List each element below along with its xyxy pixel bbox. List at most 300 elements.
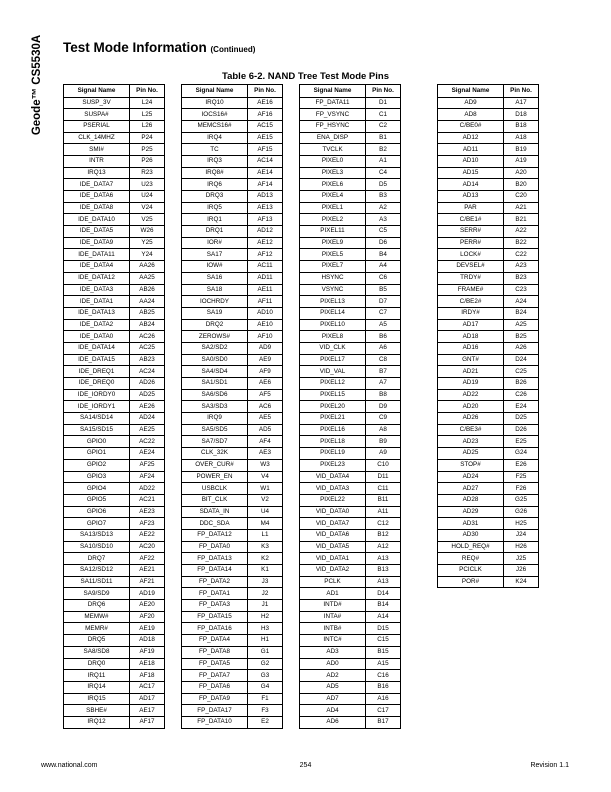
signal-name-cell: SA11/SD11 [64, 576, 130, 588]
pin-number-cell: B1 [366, 132, 401, 144]
signal-name-cell: SA10/SD10 [64, 541, 130, 553]
pin-number-cell: AD9 [248, 342, 283, 354]
pin-number-cell: AE12 [248, 237, 283, 249]
pin-number-cell: A17 [504, 97, 539, 109]
signal-name-cell: ZEROWS# [182, 331, 248, 343]
table-header-row [300, 85, 401, 98]
pin-number-cell: D5 [366, 179, 401, 191]
pin-number-cell: D25 [504, 413, 539, 425]
pin-number-cell: A14 [366, 611, 401, 623]
table-row [300, 576, 401, 588]
pin-number-cell: C11 [366, 483, 401, 495]
pin-number-cell: AB23 [130, 354, 165, 366]
signal-name-cell: AD21 [438, 366, 504, 378]
signal-name-cell: AD23 [438, 436, 504, 448]
pin-table-2 [181, 84, 283, 729]
pin-number-cell: AE21 [130, 565, 165, 577]
table-row [64, 319, 165, 331]
signal-name-cell: IDE_DATA1 [64, 296, 130, 308]
signal-name-cell: PIXEL15 [300, 389, 366, 401]
signal-name-cell: PIXEL19 [300, 448, 366, 460]
signal-name-cell: PAR [438, 202, 504, 214]
pin-number-cell: AE9 [248, 354, 283, 366]
pin-number-cell: G1 [248, 646, 283, 658]
pin-no-header: Pin No. [248, 85, 283, 98]
table-row [64, 611, 165, 623]
table-row [182, 518, 283, 530]
pin-number-cell: B12 [366, 529, 401, 541]
pin-number-cell: E26 [504, 459, 539, 471]
pin-number-cell: A16 [366, 693, 401, 705]
table-row [438, 413, 539, 425]
pin-number-cell: AD13 [248, 191, 283, 203]
signal-name-cell: SA15/SD15 [64, 424, 130, 436]
table-row [438, 576, 539, 588]
signal-name-cell: MEMR# [64, 623, 130, 635]
signal-name-cell: PIXEL10 [300, 319, 366, 331]
pin-number-cell: A19 [504, 155, 539, 167]
signal-name-cell: IDE_DREQ0 [64, 378, 130, 390]
pin-number-cell: B20 [504, 179, 539, 191]
signal-name-cell: SA9/SD9 [64, 588, 130, 600]
pin-number-cell: AF22 [130, 553, 165, 565]
signal-name-cell: AD6 [300, 716, 366, 728]
table-row [300, 436, 401, 448]
signal-name-cell: SA4/SD4 [182, 366, 248, 378]
table-row [182, 284, 283, 296]
pin-number-cell: AF18 [130, 670, 165, 682]
signal-name-cell: SA13/SD13 [64, 529, 130, 541]
table-row [182, 378, 283, 390]
table-row [300, 588, 401, 600]
pin-number-cell: A13 [366, 576, 401, 588]
table-row [182, 716, 283, 728]
pin-number-cell: AE22 [130, 529, 165, 541]
signal-name-cell: OVER_CUR# [182, 459, 248, 471]
table-row [438, 331, 539, 343]
table-row [182, 249, 283, 261]
table-row [438, 120, 539, 132]
signal-name-cell: AD4 [300, 705, 366, 717]
signal-name-cell: IDE_DATA2 [64, 319, 130, 331]
table-row [300, 529, 401, 541]
pin-number-cell: B5 [366, 284, 401, 296]
pin-number-cell: A6 [366, 342, 401, 354]
signal-name-cell: FP_DATA11 [300, 97, 366, 109]
pin-number-cell: AD12 [248, 226, 283, 238]
pin-number-cell: AD17 [130, 693, 165, 705]
signal-name-header: Signal Name [64, 85, 130, 98]
pin-number-cell: J26 [504, 565, 539, 577]
table-row [64, 179, 165, 191]
table-row [438, 109, 539, 121]
pin-number-cell: AC11 [248, 261, 283, 273]
pin-number-cell: AC21 [130, 494, 165, 506]
signal-name-cell: GPIO7 [64, 518, 130, 530]
table-row [300, 424, 401, 436]
signal-name-cell: VID_DATA7 [300, 518, 366, 530]
table-row [438, 483, 539, 495]
table-row [438, 529, 539, 541]
signal-name-cell: CLK_14MHZ [64, 132, 130, 144]
table-row [182, 588, 283, 600]
pin-number-cell: B13 [366, 565, 401, 577]
table-row [182, 342, 283, 354]
signal-name-cell: IDE_DATA9 [64, 237, 130, 249]
pin-number-cell: Y25 [130, 237, 165, 249]
signal-name-cell: USBCLK [182, 483, 248, 495]
table-row [300, 716, 401, 728]
signal-name-cell: IDE_DATA8 [64, 202, 130, 214]
pin-number-cell: W3 [248, 459, 283, 471]
signal-name-cell: IRQ10 [182, 97, 248, 109]
pin-number-cell: AC20 [130, 541, 165, 553]
pin-number-cell: AD10 [248, 307, 283, 319]
pin-number-cell: C16 [366, 670, 401, 682]
signal-name-cell: PIXEL7 [300, 261, 366, 273]
signal-name-cell: SMI# [64, 144, 130, 156]
pin-number-cell: E24 [504, 401, 539, 413]
signal-name-cell: PIXEL0 [300, 155, 366, 167]
pin-number-cell: A5 [366, 319, 401, 331]
table-row [64, 167, 165, 179]
signal-name-cell: IDE_DATA0 [64, 331, 130, 343]
signal-name-cell: PIXEL4 [300, 191, 366, 203]
pin-number-cell: A13 [366, 553, 401, 565]
pin-number-cell: AE5 [248, 413, 283, 425]
pin-number-cell: B3 [366, 191, 401, 203]
signal-name-cell: VID_DATA5 [300, 541, 366, 553]
signal-name-header: Signal Name [182, 85, 248, 98]
table-row [64, 261, 165, 273]
pin-number-cell: E25 [504, 436, 539, 448]
signal-name-cell: VID_DATA0 [300, 506, 366, 518]
signal-name-cell: SA1/SD1 [182, 378, 248, 390]
table-row [300, 202, 401, 214]
signal-name-cell: IRQ13 [64, 167, 130, 179]
table-row [438, 214, 539, 226]
signal-name-cell: SA0/SD0 [182, 354, 248, 366]
table-row [64, 354, 165, 366]
pin-number-cell: AE23 [130, 506, 165, 518]
signal-name-cell: AD7 [300, 693, 366, 705]
pin-number-cell: C23 [504, 284, 539, 296]
signal-name-cell: IOW# [182, 261, 248, 273]
table-row [64, 214, 165, 226]
pin-number-cell: B11 [366, 494, 401, 506]
signal-name-cell: VID_VAL [300, 366, 366, 378]
pin-number-cell: A24 [504, 296, 539, 308]
pin-number-cell: W26 [130, 226, 165, 238]
table-row [300, 459, 401, 471]
signal-name-cell: DRQ6 [64, 600, 130, 612]
signal-name-cell: PIXEL13 [300, 296, 366, 308]
pin-number-cell: V24 [130, 202, 165, 214]
table-row [182, 354, 283, 366]
pin-number-cell: A22 [504, 226, 539, 238]
signal-name-cell: FP_DATA0 [182, 541, 248, 553]
pin-number-cell: B19 [504, 144, 539, 156]
table-row [300, 366, 401, 378]
signal-name-cell: IDE_DATA3 [64, 284, 130, 296]
table-row [182, 389, 283, 401]
pin-number-cell: AC14 [248, 155, 283, 167]
pin-number-cell: AF20 [130, 611, 165, 623]
pin-number-cell: B23 [504, 272, 539, 284]
pin-number-cell: AF24 [130, 471, 165, 483]
pin-number-cell: AD24 [130, 413, 165, 425]
pin-number-cell: AC17 [130, 681, 165, 693]
table-row [300, 331, 401, 343]
table-row [438, 167, 539, 179]
table-row [300, 214, 401, 226]
pin-number-cell: A12 [366, 541, 401, 553]
table-row [300, 506, 401, 518]
pin-number-cell: V4 [248, 471, 283, 483]
signal-name-cell: SERR# [438, 226, 504, 238]
signal-name-cell: SA18 [182, 284, 248, 296]
signal-name-cell: IRQ12 [64, 716, 130, 728]
table-row [438, 342, 539, 354]
signal-name-cell: IRQ8# [182, 167, 248, 179]
signal-name-cell: PIXEL3 [300, 167, 366, 179]
pin-no-header: Pin No. [130, 85, 165, 98]
pin-number-cell: H2 [248, 611, 283, 623]
signal-name-cell: IOR# [182, 237, 248, 249]
table-row [182, 623, 283, 635]
signal-name-cell: INTA# [300, 611, 366, 623]
pin-number-cell: V25 [130, 214, 165, 226]
table-row [64, 413, 165, 425]
signal-name-cell: AD17 [438, 319, 504, 331]
table-row [182, 191, 283, 203]
table-row [64, 576, 165, 588]
table-row [64, 506, 165, 518]
table-row [300, 483, 401, 495]
signal-name-cell: PIXEL6 [300, 179, 366, 191]
signal-name-cell: GPIO6 [64, 506, 130, 518]
signal-name-cell: PIXEL9 [300, 237, 366, 249]
pin-number-cell: AE20 [130, 600, 165, 612]
signal-name-cell: SA3/SD3 [182, 401, 248, 413]
pin-number-cell: A20 [504, 167, 539, 179]
table-row [64, 529, 165, 541]
table-row [64, 716, 165, 728]
table-row [182, 576, 283, 588]
pin-number-cell: B26 [504, 378, 539, 390]
pin-table-3 [299, 84, 401, 729]
signal-name-cell: GPIO2 [64, 459, 130, 471]
pin-number-cell: B9 [366, 436, 401, 448]
pin-number-cell: G4 [248, 681, 283, 693]
signal-name-cell: PIXEL21 [300, 413, 366, 425]
signal-name-cell: HSYNC [300, 272, 366, 284]
signal-name-cell: AD24 [438, 471, 504, 483]
table-row [182, 261, 283, 273]
pin-number-cell: C15 [366, 635, 401, 647]
signal-name-cell: SA17 [182, 249, 248, 261]
signal-name-cell: FP_DATA5 [182, 658, 248, 670]
signal-name-cell: IRQ15 [64, 693, 130, 705]
pin-number-cell: AF11 [248, 296, 283, 308]
signal-name-cell: AD2 [300, 670, 366, 682]
signal-name-cell: PERR# [438, 237, 504, 249]
table-row [182, 459, 283, 471]
table-row [300, 693, 401, 705]
table-row [438, 436, 539, 448]
table-row [438, 401, 539, 413]
signal-name-cell: SA5/SD5 [182, 424, 248, 436]
pin-number-cell: AF15 [248, 144, 283, 156]
signal-name-cell: MEMCS16# [182, 120, 248, 132]
table-row [300, 109, 401, 121]
table-row [64, 191, 165, 203]
signal-name-cell: C/BE3# [438, 424, 504, 436]
pin-number-cell: AE26 [130, 401, 165, 413]
signal-name-cell: PIXEL5 [300, 249, 366, 261]
signal-name-cell: IOCS16# [182, 109, 248, 121]
pin-number-cell: L26 [130, 120, 165, 132]
pin-number-cell: AD25 [130, 389, 165, 401]
pin-number-cell: C5 [366, 226, 401, 238]
table-row [300, 413, 401, 425]
pin-number-cell: C1 [366, 109, 401, 121]
signal-name-cell: INTR [64, 155, 130, 167]
side-title-text: Geode™ CS5530A [31, 34, 43, 136]
table-row [438, 354, 539, 366]
table-row [300, 191, 401, 203]
table-row [64, 226, 165, 238]
signal-name-cell: FP_VSYNC [300, 109, 366, 121]
pin-number-cell: H1 [248, 635, 283, 647]
pin-number-cell: AF17 [130, 716, 165, 728]
table-row [182, 109, 283, 121]
table-row [300, 378, 401, 390]
table-row [300, 120, 401, 132]
table-row [438, 459, 539, 471]
pin-number-cell: AE25 [130, 424, 165, 436]
signal-name-cell: INTC# [300, 635, 366, 647]
table-row [64, 401, 165, 413]
pin-number-cell: C10 [366, 459, 401, 471]
signal-name-cell: TC [182, 144, 248, 156]
table-row [64, 681, 165, 693]
table-row [438, 366, 539, 378]
pin-number-cell: B8 [366, 389, 401, 401]
pin-number-cell: A8 [366, 424, 401, 436]
signal-name-cell: IDE_DATA14 [64, 342, 130, 354]
table-row [300, 354, 401, 366]
table-row [182, 611, 283, 623]
table-row [182, 506, 283, 518]
pin-number-cell: AF21 [130, 576, 165, 588]
table-row [438, 389, 539, 401]
signal-name-cell: SA7/SD7 [182, 436, 248, 448]
signal-name-cell: PIXEL23 [300, 459, 366, 471]
footer-url: www.national.com [41, 762, 98, 769]
pin-number-cell: K24 [504, 576, 539, 588]
pin-number-cell: C7 [366, 307, 401, 319]
table-row [438, 97, 539, 109]
table-row [182, 565, 283, 577]
signal-name-cell: GPIO1 [64, 448, 130, 460]
table-row [182, 97, 283, 109]
pin-number-cell: C26 [504, 389, 539, 401]
pin-number-cell: J3 [248, 576, 283, 588]
side-title [22, 30, 52, 140]
pin-number-cell: A25 [504, 319, 539, 331]
table-row [438, 424, 539, 436]
pin-number-cell: A4 [366, 261, 401, 273]
table-row [438, 378, 539, 390]
pin-number-cell: H3 [248, 623, 283, 635]
signal-name-cell: GPIO0 [64, 436, 130, 448]
table-row [438, 191, 539, 203]
table-row [64, 331, 165, 343]
table-row [64, 272, 165, 284]
pin-number-cell: Y24 [130, 249, 165, 261]
table-row [182, 448, 283, 460]
table-row [300, 226, 401, 238]
pin-number-cell: B4 [366, 249, 401, 261]
pin-number-cell: C9 [366, 413, 401, 425]
signal-name-cell: REQ# [438, 553, 504, 565]
table-row [300, 448, 401, 460]
pin-number-cell: AC25 [130, 342, 165, 354]
table-row [182, 214, 283, 226]
signal-name-cell: DDC_SDA [182, 518, 248, 530]
table-row [300, 541, 401, 553]
pin-number-cell: D6 [366, 237, 401, 249]
table-row [300, 681, 401, 693]
signal-name-cell: SA2/SD2 [182, 342, 248, 354]
pin-number-cell: H26 [504, 541, 539, 553]
signal-name-cell: SA14/SD14 [64, 413, 130, 425]
table-row [182, 144, 283, 156]
signal-name-cell: BIT_CLK [182, 494, 248, 506]
pin-number-cell: B17 [366, 716, 401, 728]
signal-name-cell: SUSPA# [64, 109, 130, 121]
signal-name-cell: PIXEL16 [300, 424, 366, 436]
signal-name-header: Signal Name [438, 85, 504, 98]
pin-number-cell: A9 [366, 448, 401, 460]
signal-name-cell: IRQ9 [182, 413, 248, 425]
table-row [438, 249, 539, 261]
table-row [64, 296, 165, 308]
table-row [182, 319, 283, 331]
table-row [300, 600, 401, 612]
table-row [182, 226, 283, 238]
signal-name-cell: FP_DATA16 [182, 623, 248, 635]
pin-number-cell: AF4 [248, 436, 283, 448]
pin-number-cell: AE14 [248, 167, 283, 179]
signal-name-cell: C/BE0# [438, 120, 504, 132]
table-row [182, 646, 283, 658]
signal-name-cell: SA8/SD8 [64, 646, 130, 658]
pin-number-cell: F1 [248, 693, 283, 705]
signal-name-cell: IRDY# [438, 307, 504, 319]
signal-name-cell: DRQ3 [182, 191, 248, 203]
pin-no-header: Pin No. [366, 85, 401, 98]
pin-number-cell: U23 [130, 179, 165, 191]
pin-number-cell: AA26 [130, 261, 165, 273]
table-row [64, 693, 165, 705]
pin-number-cell: E2 [248, 716, 283, 728]
pin-number-cell: W1 [248, 483, 283, 495]
table-row [64, 284, 165, 296]
signal-name-cell: FP_DATA2 [182, 576, 248, 588]
table-row [182, 553, 283, 565]
